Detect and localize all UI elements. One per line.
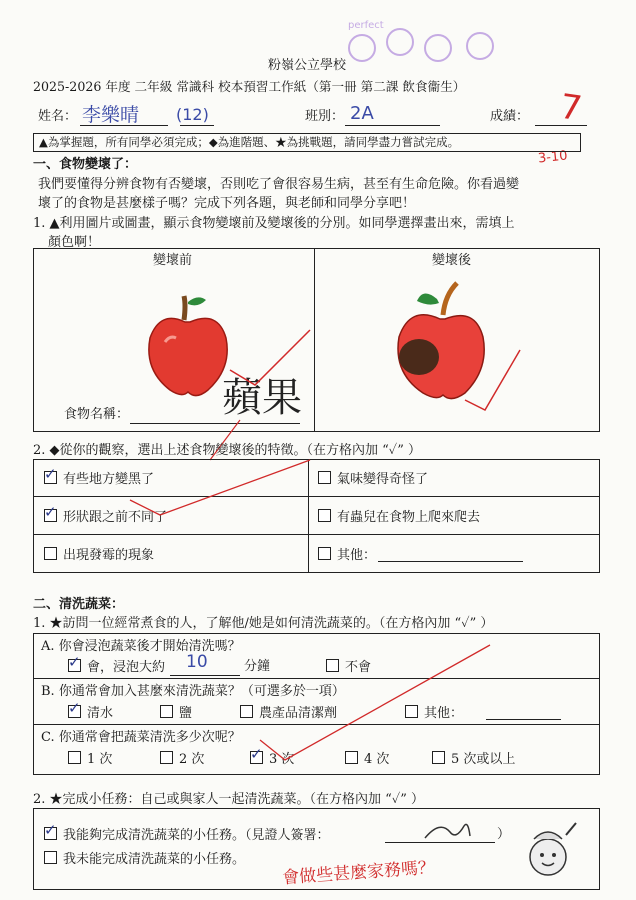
task-yes-end: ） — [497, 827, 511, 842]
qb-salt-option[interactable]: 鹽 — [160, 705, 192, 722]
qa-no-option[interactable]: 不會 — [326, 659, 371, 676]
before-label: 變壞前 — [153, 253, 193, 268]
teacher-check-marks-s2 — [240, 640, 500, 784]
teacher-comment: 會做些甚麼家務嗎？ — [281, 857, 436, 889]
checkbox-shape-changed[interactable]: ✓ — [44, 503, 57, 521]
qc-1-option[interactable]: 1 次 — [68, 751, 112, 768]
option-mould[interactable]: 出現發霉的現象 — [44, 547, 154, 564]
qb-other-option[interactable]: 其他： — [405, 705, 463, 722]
stamp-text: perfect — [348, 20, 384, 31]
option-shape-changed[interactable]: ✓ 形狀跟之前不同了 — [44, 503, 168, 525]
qc-3-option[interactable]: ✓ 3 次 — [250, 745, 295, 767]
option-other[interactable]: 其他： — [318, 547, 376, 564]
qb-water-option[interactable]: ✓ 清水 — [68, 699, 114, 721]
checkbox-qc-1[interactable] — [68, 751, 81, 764]
section2-heading: 二、清洗蔬菜： — [33, 597, 125, 612]
qa-minutes-value: 10 — [186, 652, 208, 672]
qa-yes-option[interactable]: ✓ 會，浸泡大約 — [68, 653, 166, 675]
section1-q2: 2. ◆從你的觀察，選出上述食物變壞後的特徵。（在方格內加 “✓” ） — [33, 443, 421, 458]
qc-4-option[interactable]: 4 次 — [345, 751, 389, 768]
section1-heading: 一、食物變壞了： — [33, 157, 138, 172]
qa-yes-suffix: 分鐘 — [244, 659, 271, 674]
legend-text: ▲為掌握題，所有同學必須完成；◆為進階題、★為挑戰題，請同學盡力嘗試完成。 — [39, 135, 460, 149]
option-black-spots[interactable]: ✓ 有些地方變黑了 — [44, 465, 155, 487]
student-number: (12) — [176, 105, 209, 124]
checkbox-task-yes[interactable]: ✓ — [44, 821, 57, 839]
date-mark: 3-10 — [537, 148, 569, 167]
qc-5-option[interactable]: 5 次或以上 — [432, 751, 515, 768]
task-yes-option[interactable]: ✓ 我能夠完成清洗蔬菜的小任務。（見證人簽署： — [44, 821, 330, 843]
after-label: 變壞後 — [432, 253, 472, 268]
checkbox-qc-3[interactable]: ✓ — [250, 745, 263, 763]
class-label: 班別： — [305, 109, 345, 124]
checkbox-mould[interactable] — [44, 547, 57, 560]
option-insects[interactable]: 有蟲兒在食物上爬來爬去 — [318, 509, 480, 526]
option-strange-smell[interactable]: 氣味變得奇怪了 — [318, 471, 428, 488]
checkbox-qb-salt[interactable] — [160, 705, 173, 718]
section1-q1-line1: 1. ▲利用圖片或圖畫，顯示食物變壞前及變壞後的分別。如同學選擇畫出來，需填上 — [33, 216, 515, 231]
mascot-illustration — [520, 815, 580, 884]
checkbox-qc-2[interactable] — [160, 751, 173, 764]
teacher-check-marks-q2 — [120, 455, 320, 539]
score-mark: 7 — [557, 86, 585, 130]
witness-signature — [420, 818, 480, 852]
checkbox-black-spots[interactable]: ✓ — [44, 465, 57, 483]
qb-prompt: B. 你通常會加入甚麼來清洗蔬菜？（可選多於一項） — [41, 684, 345, 699]
qb-detergent-option[interactable]: 農產品清潔劑 — [240, 705, 337, 722]
class-value: 2A — [350, 103, 374, 124]
name-label: 姓名： — [38, 109, 78, 124]
qc-2-option[interactable]: 2 次 — [160, 751, 204, 768]
food-name-label: 食物名稱： — [64, 407, 130, 422]
section1-intro-line1: 我們要懂得分辨食物有否變壞，否則吃了會很容易生病，甚至有生命危險。你看過變 — [38, 177, 520, 192]
school-name: 粉嶺公立學校 — [268, 58, 347, 73]
qa-prompt: A. 你會浸泡蔬菜後才開始清洗嗎？ — [41, 639, 241, 654]
checkbox-task-no[interactable] — [44, 851, 57, 864]
section1-q1-line2: 顏色啊！ — [48, 235, 101, 250]
checkbox-qb-water[interactable]: ✓ — [68, 699, 81, 717]
section2-q2: 2. ★完成小任務：自己或與家人一起清洗蔬菜。（在方格內加 “✓” ） — [33, 792, 424, 807]
food-name-value: 蘋果 — [222, 375, 302, 421]
worksheet-title: 2025-2026 年度 二年級 常識科 校本預習工作紙（第一冊 第二課 飲食衞生） — [33, 79, 466, 94]
qc-prompt: C. 你通常會把蔬菜清洗多少次呢？ — [41, 730, 241, 745]
section1-intro-line2: 壞了的食物是甚麼樣子嗎？完成下列各題，與老師和同學分享吧！ — [38, 196, 416, 211]
task-no-option[interactable]: 我未能完成清洗蔬菜的小任務。 — [44, 851, 245, 868]
score-label: 成績： — [490, 109, 530, 124]
checkbox-qa-yes[interactable]: ✓ — [68, 653, 81, 671]
perfect-stamp — [340, 10, 510, 70]
section2-q1: 1. ★訪問一位經常煮食的人，了解他/她是如何清洗蔬菜的。（在方格內加 “✓” ） — [33, 616, 494, 631]
name-value: 李樂晴 — [82, 104, 140, 126]
checkbox-other[interactable] — [318, 547, 331, 560]
